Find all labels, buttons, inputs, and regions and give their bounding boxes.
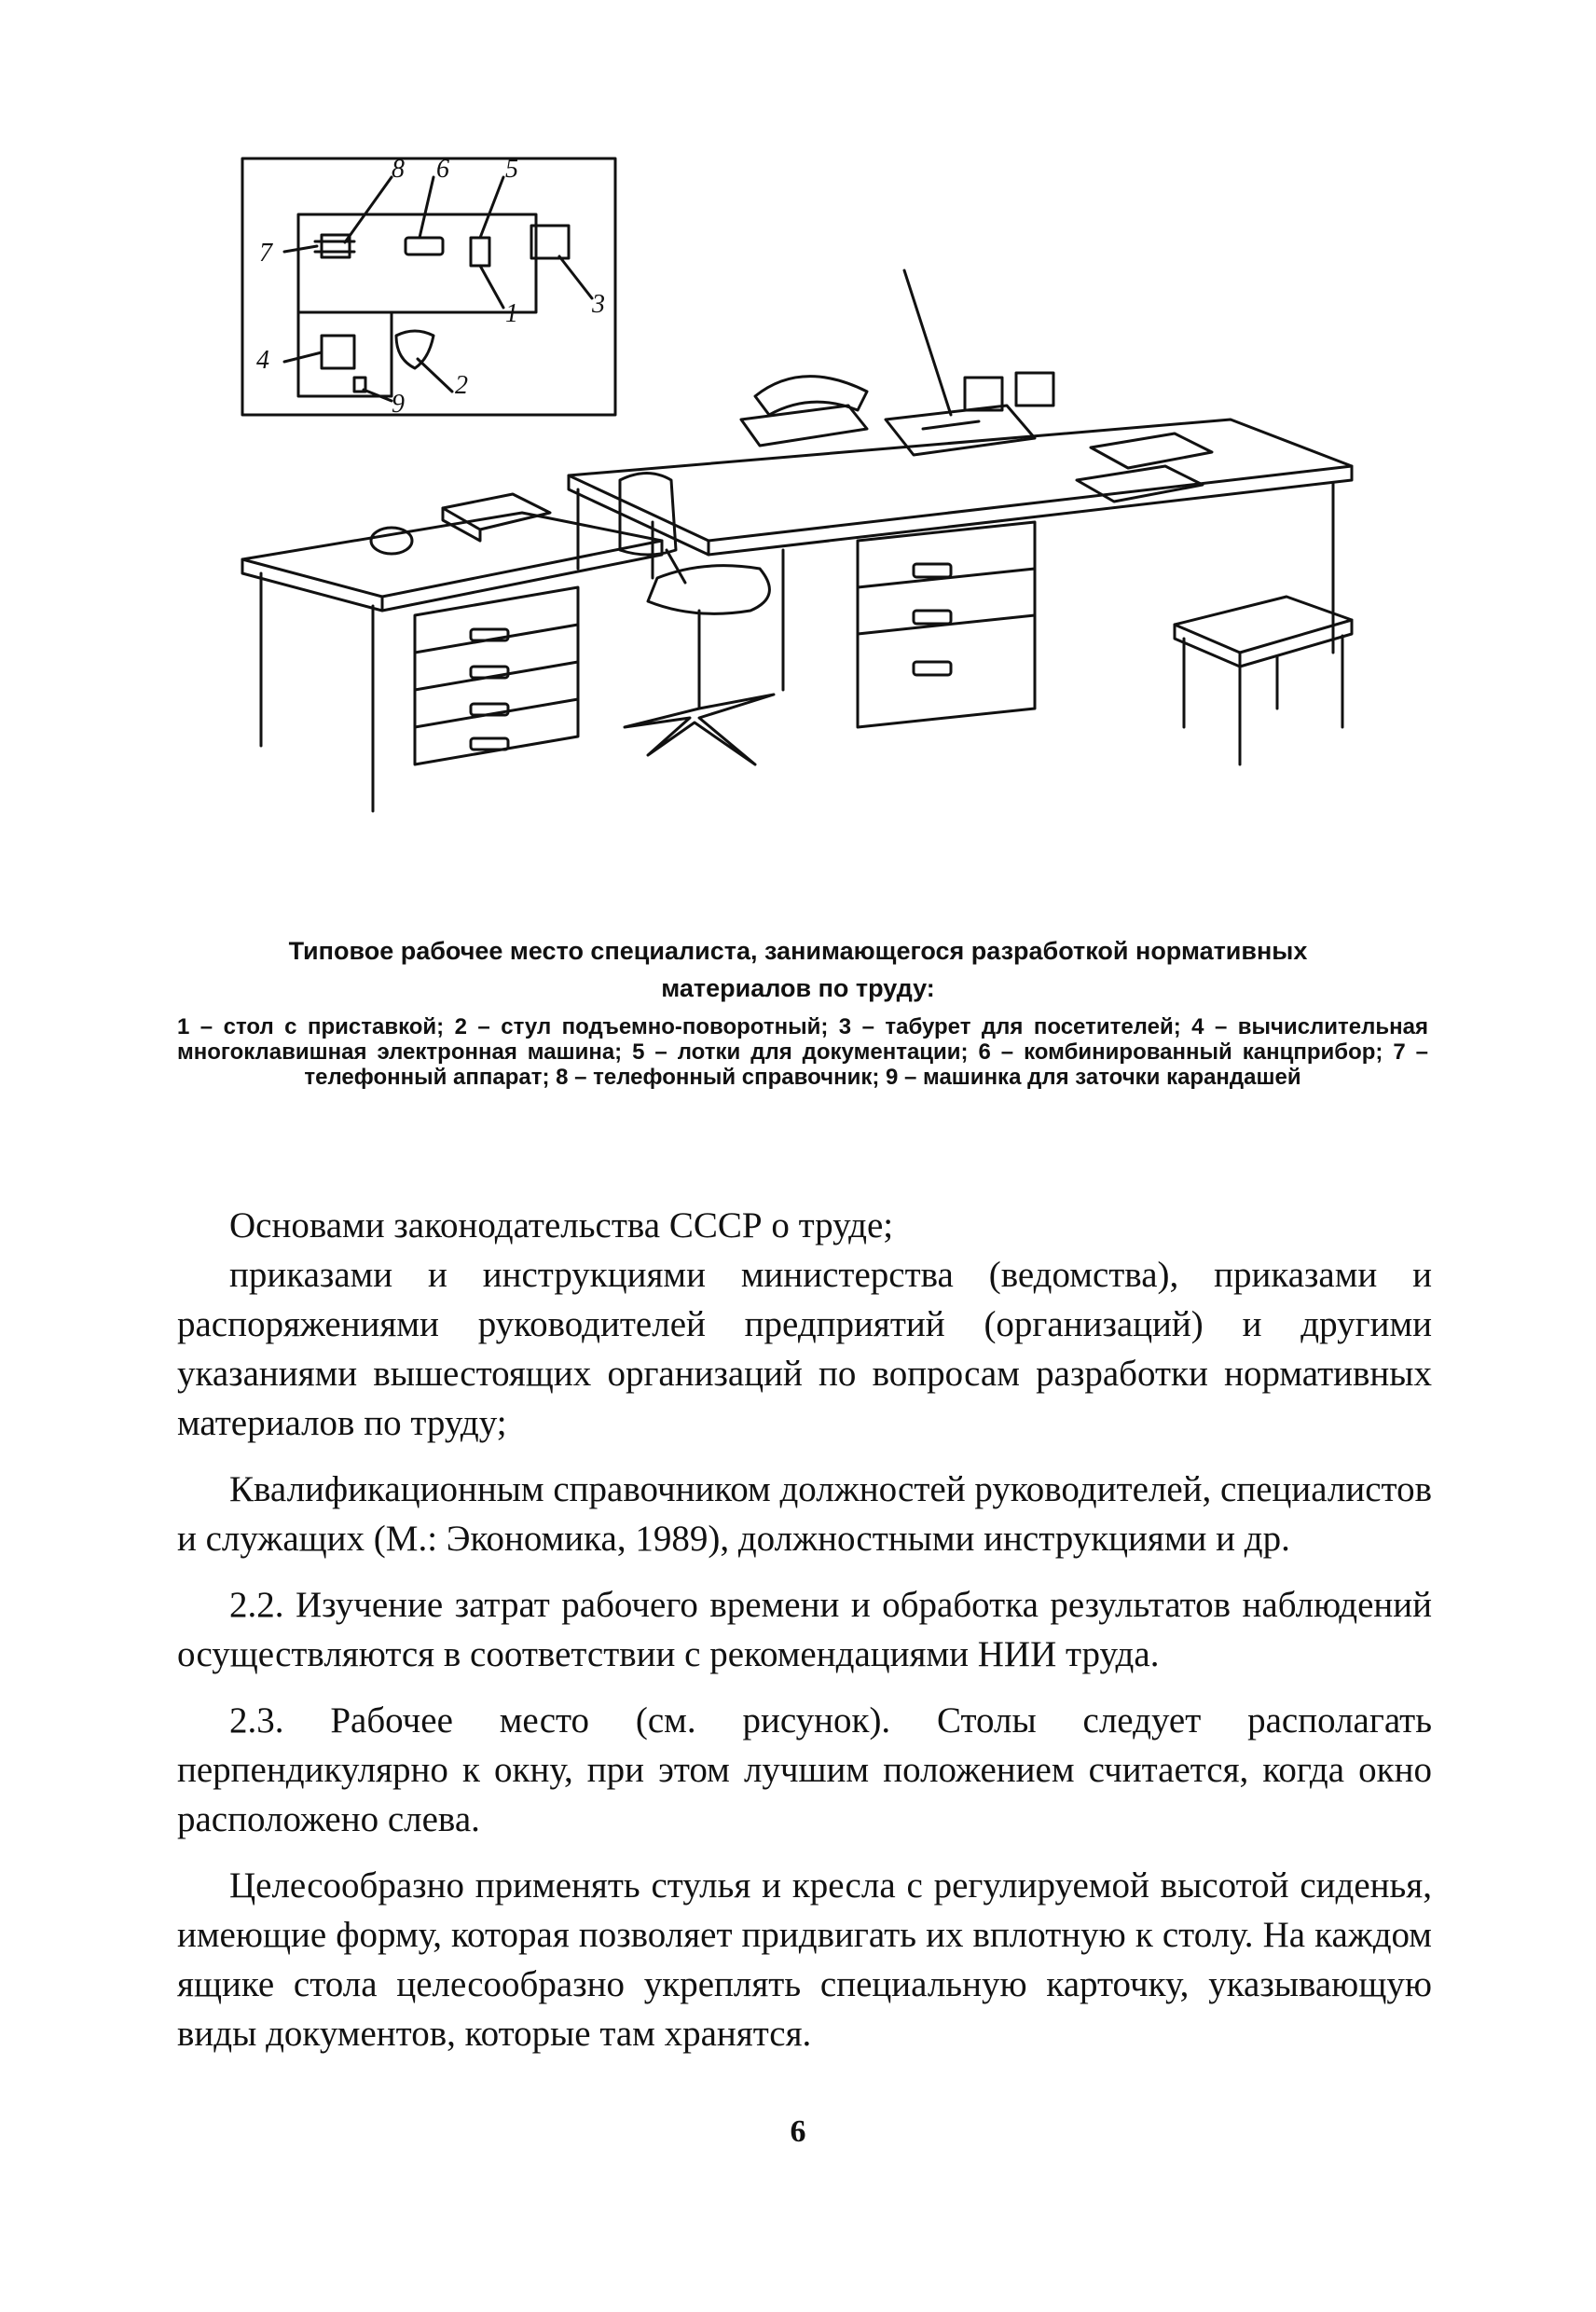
plan-label: 3 — [592, 290, 605, 319]
floor-plan-inset — [242, 155, 615, 419]
paragraph: Целесообразно применять стулья и кресла с регулируемой высотой сиденья, имеющие форму, которая позволяет придвигать их вплотную к столу. На каждом ящике стола целесообразно укреплять специальную карточку, указывающую виды документов, которые там хранятся. — [177, 1865, 1432, 2054]
paragraph: Квалификационным справочником должностей руководителей, специалистов и служащих (М.: Экономика, 1989), должностными инструкциями и др. — [177, 1469, 1432, 1559]
figure-caption-legend: 1 – стол с приставкой; 2 – стул подъемно-поворотный; 3 – табурет для посетителей; 4 – вычислительная многоклавишная электронная машина; 5 – лотки для документации; 6 – комбинированный канцприбор; 7 – телефонный аппарат; 8 – телефонный справочник; 9 – машинка для заточки карандашей — [177, 1014, 1428, 1090]
desk-drawing — [242, 270, 1352, 811]
figure-caption-title — [186, 932, 1410, 1007]
caption-title-line1: Типовое рабочее место специалиста, занимающегося разработкой нормативных — [288, 937, 1308, 965]
plan-label: 1 — [505, 299, 518, 328]
plan-label: 7 — [259, 239, 272, 268]
plan-label: 5 — [505, 155, 518, 184]
caption-title-line2: материалов по труду: — [661, 974, 935, 1002]
plan-label: 9 — [392, 390, 405, 419]
plan-label: 4 — [256, 346, 269, 375]
paragraph: 2.2. Изучение затрат рабочего времени и обработка результатов наблюдений осуществляются в соответствии с рекомендациями НИИ труда. — [177, 1585, 1432, 1674]
paragraph: 2.3. Рабочее место (см. рисунок). Столы следует располагать перпендикулярно к окну, при этом лучшим положением считается, когда окно расположено слева. — [177, 1700, 1432, 1839]
paragraph: Основами законодательства СССР о труде; — [229, 1205, 894, 1245]
plan-label: 6 — [436, 155, 449, 184]
workplace-figure — [233, 149, 1370, 830]
page-number: 6 — [790, 2114, 806, 2149]
plan-label: 8 — [392, 155, 405, 184]
plan-label: 2 — [455, 371, 468, 400]
body-text — [177, 1201, 1432, 2058]
paragraph: приказами и инструкциями министерства (ведомства), приказами и распоряжениями руководителей предприятий (организаций) и другими указаниями вышестоящих организаций по вопросам разработки нормативных материалов по труду; — [177, 1255, 1432, 1443]
